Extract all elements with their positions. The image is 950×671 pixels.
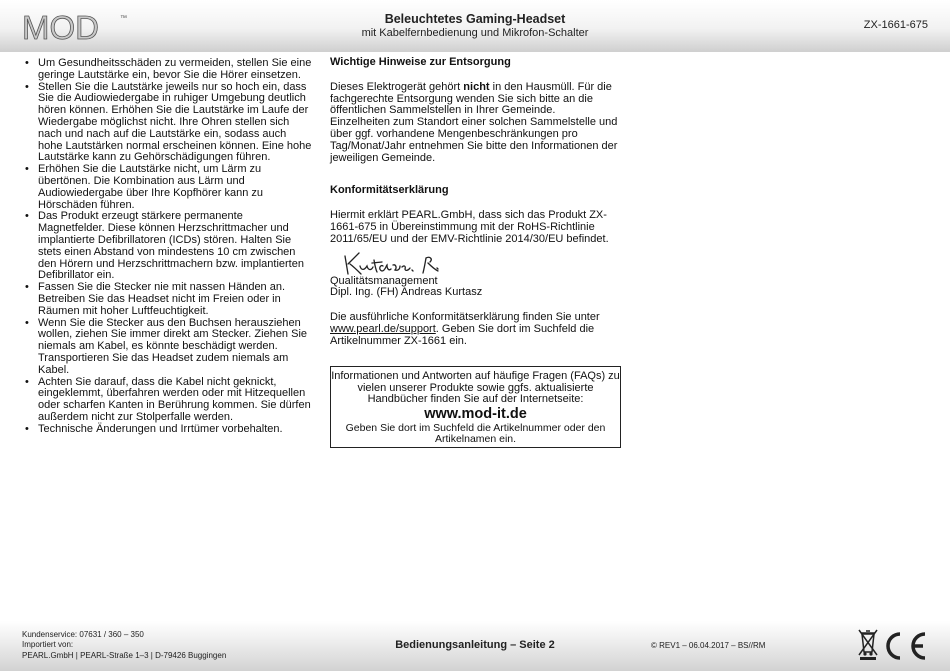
disposal-title: Wichtige Hinweise zur Entsorgung <box>330 56 511 68</box>
document-title: Beleuchtetes Gaming-Headset <box>384 12 566 26</box>
svg-text:MOD: MOD <box>22 9 99 46</box>
revision-info: © REV1 – 06.04.2017 – BS//RM <box>651 641 766 650</box>
list-item: • Um Gesundheitsschäden zu vermeiden, stellen Sie eine geringe Lautstärke ein, bevor Sie die Hörer einsetzen. <box>22 58 312 82</box>
signature-icon <box>342 250 452 276</box>
list-item: • Erhöhen Sie die Lautstärke nicht, um Lärm zu übertönen. Die Kombination aus Lärm und Audiowiedergabe über Ihre Kopfhörer kann zu Hörschäden führen. <box>22 164 312 211</box>
declaration-text-part: . Geben Sie dort im Suchfeld die Artikelnummer ZX-1661 ein. <box>330 322 595 347</box>
faq-box <box>330 366 621 448</box>
signer-role: Qualitätsmanagement <box>330 274 438 287</box>
faq-intro: Informationen und Antworten auf häufige Fragen (FAQs) zu vielen unserer Produkte sowie ggfs. aktualisierte Handbücher finden Sie auf der Internetseite: <box>331 370 620 406</box>
disposal-details: Einzelheiten zum Standort einer solchen Sammelstelle und über ggf. vorhandene Mengenbeschränkungen pro Tag/Monat/Jahr entnehmen Sie bitte den Informationen der jeweiligen Gemeinde. <box>330 116 618 164</box>
model-number: ZX-1661-675 <box>863 19 928 31</box>
info-column <box>330 57 625 348</box>
safety-list <box>22 58 312 436</box>
company-address: PEARL.GmbH | PEARL-Straße 1–3 | D-79426 Buggingen <box>22 650 227 660</box>
page-header <box>0 0 950 52</box>
faq-url-link[interactable]: www.mod-it.de <box>424 405 527 422</box>
conformity-text: Hiermit erklärt PEARL.GmbH, dass sich das Produkt ZX-1661-675 in Übereinstimmung mit der RoHS-Richtlinie 2011/65/EU und der EMV-Richtlinie 2014/30/EU befindet. <box>330 209 609 245</box>
list-item: • Wenn Sie die Stecker aus den Buchsen herausziehen wollen, ziehen Sie immer direkt am Stecker. Ziehen Sie niemals am Kabel, es könnte beschädigt werden. Transportieren Sie das Headset zudem niemals am Kabel. <box>22 318 312 377</box>
declaration-text-part: Die ausführliche Konformitätserklärung finden Sie unter <box>330 311 600 324</box>
disposal-text <box>330 82 625 117</box>
list-item: • Achten Sie darauf, dass die Kabel nicht geknickt, eingeklemmt, überfahren werden oder mit Hitzequellen oder scharfen Kanten in Berührung kommen. Sie dürfen außerdem nicht zur Stolperfalle werden. <box>22 377 312 424</box>
disposal-text-part: in den Hausmüll. Für die fachgerechte Entsorgung wenden Sie sich bitte an die öffentlichen Sammelstellen in Ihrer Gemeinde. <box>330 80 612 117</box>
list-item: • Das Produkt erzeugt stärkere permanente Magnetfelder. Diese können Herzschrittmacher und implantierte Defibrillatoren (ICDs) stören. Halten Sie stets einen Abstand von mindestens 10 cm zwischen den Hörern und Herzschrittmachern bzw. implantierten Defibrillator ein. <box>22 211 312 282</box>
svg-text:™: ™ <box>120 15 127 22</box>
full-declaration-text <box>330 312 625 347</box>
signer-name: Dipl. Ing. (FH) Andreas Kurtasz <box>330 286 483 299</box>
weee-bin-icon <box>857 628 879 662</box>
ce-mark-icon <box>880 631 928 661</box>
page-footer <box>0 621 950 671</box>
faq-outro: Geben Sie dort im Suchfeld die Artikelnummer oder den Artikelnamen ein. <box>345 421 606 446</box>
list-item: • Stellen Sie die Lautstärke jeweils nur so hoch ein, dass Sie die Audiowiedergabe in ruhiger Umgebung deutlich hören können. Erhöhen Sie die Lautstärke im Laufe der Wiedergabe möglichst nicht. Ihre Ohren stellen sich nach und nach auf die Lautstärke ein, sodass auch hohe Lautstärken normal erscheinen können. Eine hohe Lautstärke kann zu Gehörschädigungen führen. <box>22 82 312 165</box>
page-label: Bedienungsanleitung – Seite 2 <box>395 639 555 651</box>
imported-by: Importiert von: <box>22 640 74 650</box>
disposal-text-part: Dieses Elektrogerät gehört <box>330 80 464 93</box>
conformity-title: Konformitätserklärung <box>330 184 449 197</box>
safety-instructions <box>22 58 312 436</box>
list-item: • Technische Änderungen und Irrtümer vorbehalten. <box>22 424 312 436</box>
support-link[interactable]: www.pearl.de/support <box>330 322 436 335</box>
list-item: • Fassen Sie die Stecker nie mit nassen Händen an. Betreiben Sie das Headset nicht im Freien oder in Räumen mit hoher Luftfeuchtigkeit. <box>22 282 312 317</box>
disposal-text-bold: nicht <box>463 80 490 93</box>
customer-service: Kundenservice: 07631 / 360 – 350 <box>22 630 144 639</box>
document-subtitle: mit Kabelfernbedienung und Mikrofon-Schalter <box>361 27 589 39</box>
